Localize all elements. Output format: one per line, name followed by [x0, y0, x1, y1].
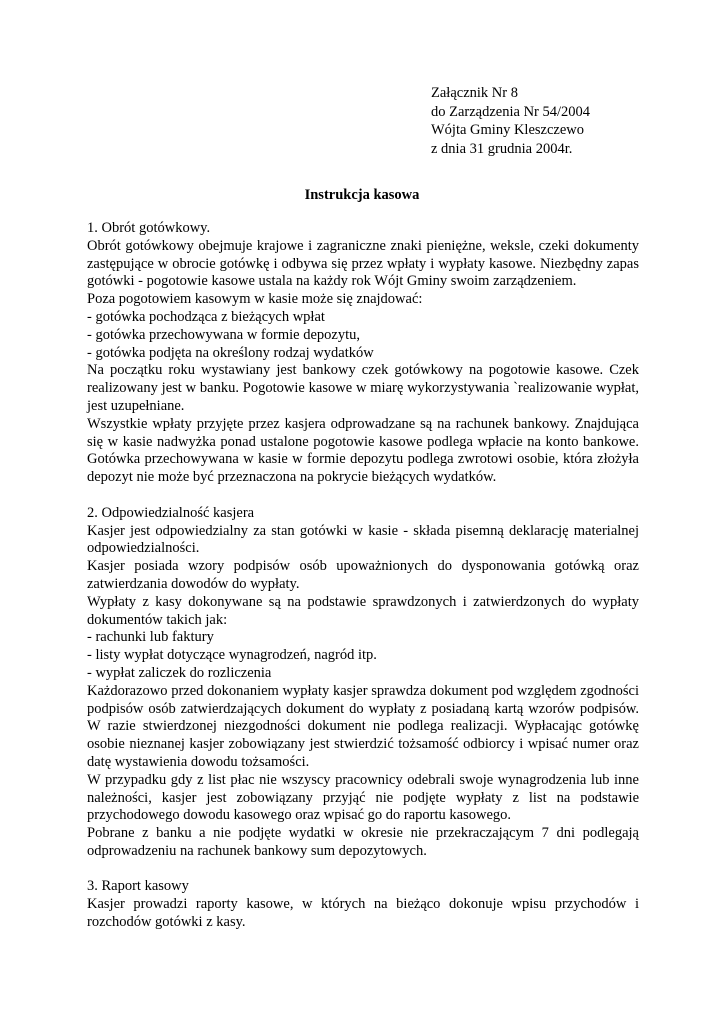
list-item: - gotówka pochodząca z bieżących wpłat	[87, 308, 325, 325]
paragraph: Pobrane z banku a nie podjęte wydatki w okresie nie przekraczającym 7 dni podlegają odprowadzeniu na rachunek bankowy sum depozytowych.	[87, 825, 639, 859]
paragraph: Wypłaty z kasy dokonywane są na podstawie sprawdzonych i zatwierdzonych do wypłaty dokumentów takich jak:	[87, 593, 639, 628]
paragraph: Kasjer posiada wzory podpisów osób upoważnionych do dysponowania gotówką oraz zatwierdzania dowodów do wypłaty.	[87, 558, 639, 592]
attachment-header	[431, 84, 590, 158]
paragraph: W przypadku gdy z list płac nie wszyscy pracownicy odebrali swoje wynagrodzenia lub inne należności, kasjer jest zobowiązany przyjąć nie podjęte wypłaty z list na podstawie przychodowego dowodu kasowego oraz wpisać go do raportu kasowego.	[87, 771, 639, 824]
section-heading: 1. Obrót gotówkowy.	[87, 220, 211, 236]
paragraph: Wszystkie wpłaty przyjęte przez kasjera odprowadzane są na rachunek bankowy. Znajdująca się w kasie nadwyżka ponad ustalone pogotowie kasowe podlega wpłacie na konto bankowe. Gotówka przechowywana w kasie w formie depozytu podlega zwrotowi osobie, która złożyła depozyt nie może być przeznaczona na pokrycie bieżących wydatków.	[87, 415, 639, 486]
section-cash-turnover	[87, 220, 639, 487]
header-line-4: z dnia 31 grudnia 2004r.	[431, 140, 573, 157]
paragraph: Na początku roku wystawiany jest bankowy czek gotówkowy na pogotowie kasowe. Czek realizowany jest w banku. Pogotowie kasowe w miarę wykorzystywania `realizowanie wypłat, jest uzupełniane.	[87, 362, 639, 414]
section-cash-report	[87, 878, 639, 931]
section-heading: 2. Odpowiedzialność kasjera	[87, 504, 255, 521]
header-line-2: do Zarządzenia Nr 54/2004	[431, 103, 591, 120]
paragraph: Obrót gotówkowy obejmuje krajowe i zagraniczne znaki pieniężne, weksle, czeki dokumenty zastępujące w obrocie gotówkę i odbywa się przez wpłaty i wypłaty kasowe. Niezbędny zapas gotówki - pogotowie kasowe ustala na każdy rok Wójt Gminy swoim zarządzeniem.	[87, 237, 639, 290]
section-cashier-responsibility	[87, 505, 639, 861]
list-item: - wypłat zaliczek do rozliczenia	[87, 664, 272, 681]
header-line-1: Załącznik Nr 8	[431, 85, 518, 101]
paragraph: Kasjer jest odpowiedzialny za stan gotówki w kasie - składa pisemną deklarację materialnej odpowiedzialności.	[87, 522, 639, 557]
list-item: - rachunki lub faktury	[87, 629, 214, 646]
paragraph: Poza pogotowiem kasowym w kasie może się znajdować:	[87, 291, 423, 308]
document-body	[87, 220, 639, 950]
list-item: - gotówka przechowywana w formie depozytu,	[87, 326, 360, 343]
section-heading: 3. Raport kasowy	[87, 878, 189, 895]
paragraph: Kasjer prowadzi raporty kasowe, w których na bieżąco dokonuje wpisu przychodów i rozchodów gotówki z kasy.	[87, 896, 639, 931]
list-item: - gotówka podjęta na określony rodzaj wydatków	[87, 344, 374, 361]
document-title: Instrukcja kasowa	[304, 187, 420, 203]
paragraph: Każdorazowo przed dokonaniem wypłaty kasjer sprawdza dokument pod względem zgodności podpisów osób zatwierdzających dokument do wypłaty z posiadaną kartą wzorów podpisów. W razie stwierdzonej niezgodności dokument nie podlega realizacji. Wypłacając gotówkę osobie nieznanej kasjer zobowiązany jest stwierdzić tożsamość odbiorcy i wpisać numer oraz datę wystawienia dowodu tożsamości.	[87, 682, 639, 770]
list-item: - listy wypłat dotyczące wynagrodzeń, nagród itp.	[87, 647, 377, 664]
header-line-3: Wójta Gminy Kleszczewo	[431, 122, 585, 138]
